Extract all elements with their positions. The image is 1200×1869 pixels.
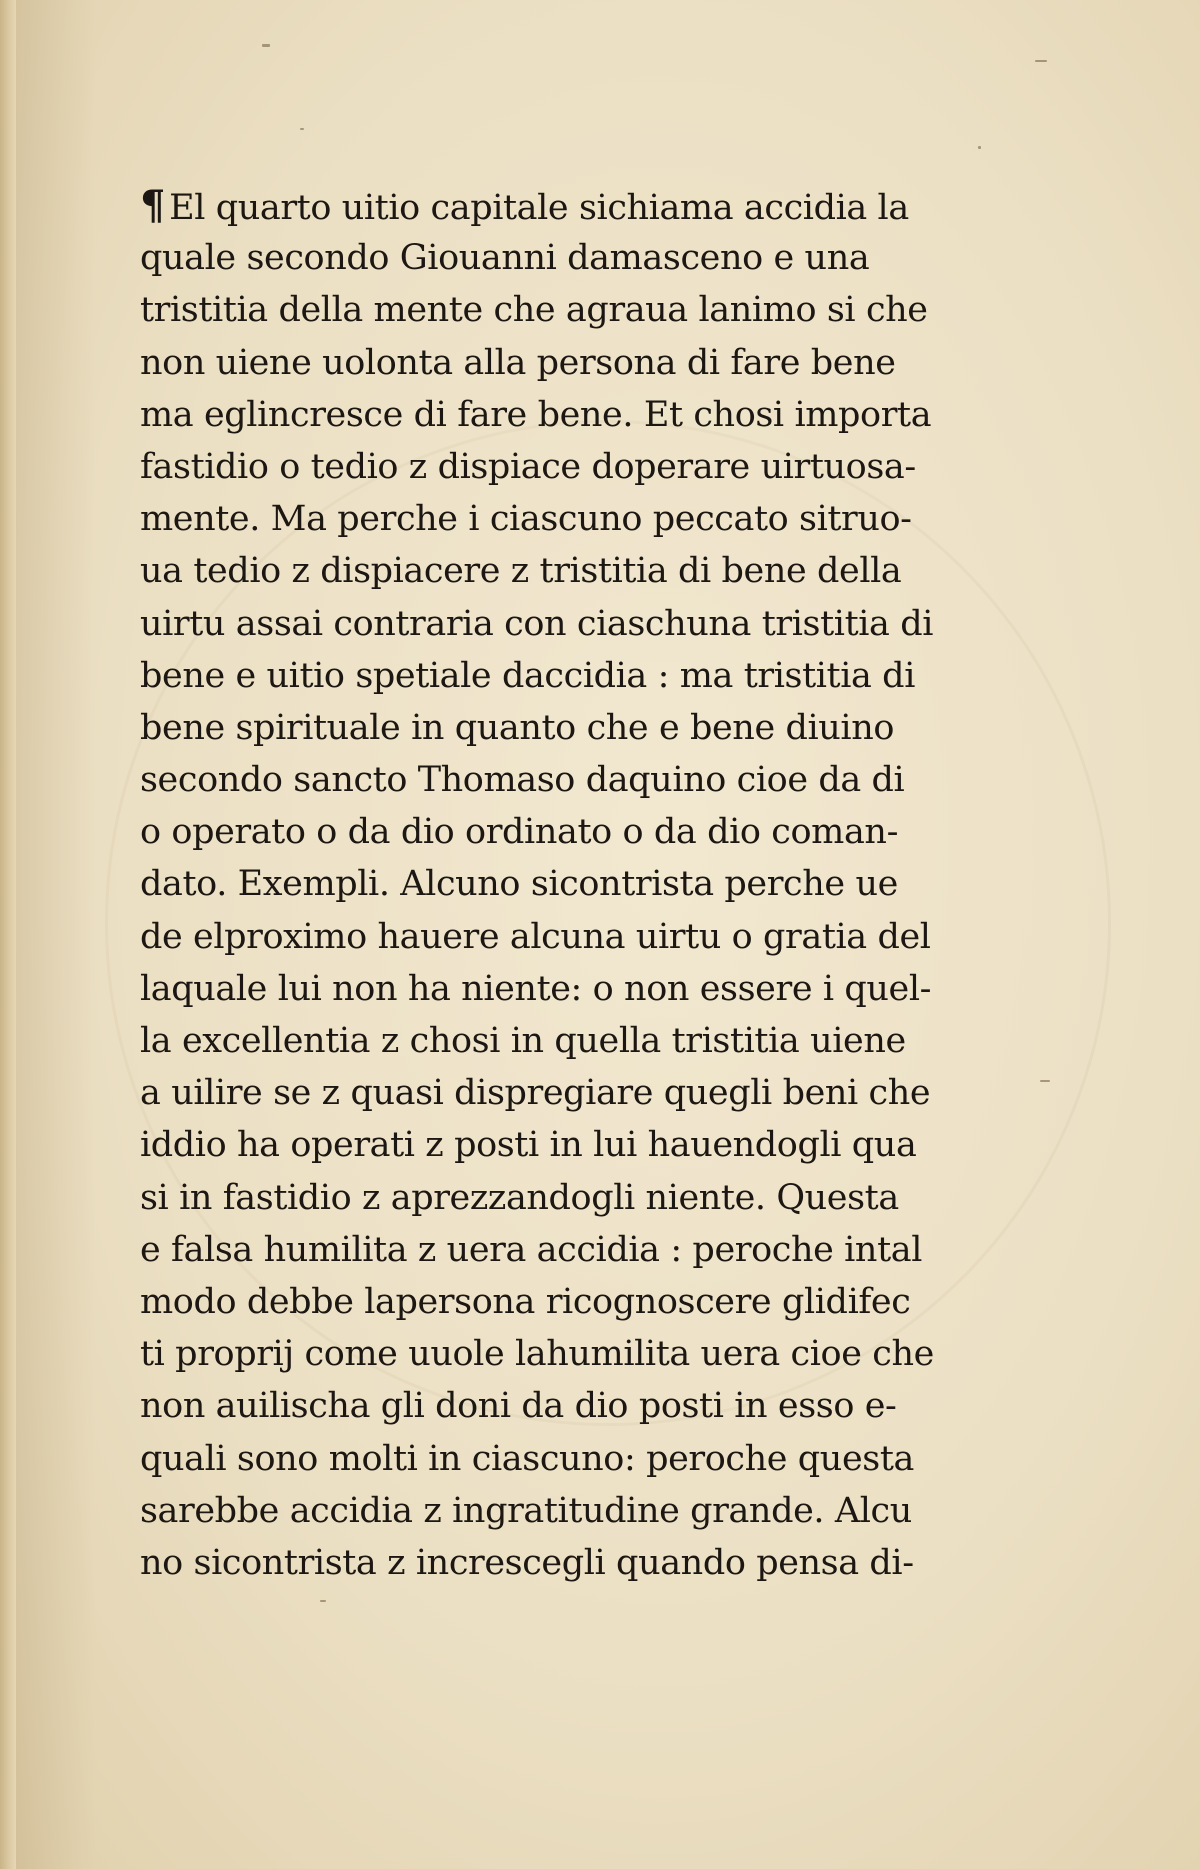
text-line: dato. Exempli. Alcuno sicontrista perche ue — [140, 864, 898, 905]
text-line: no sicontrista z increscegli quando pensa di- — [140, 1542, 914, 1583]
text-line: bene e uitio spetiale daccidia : ma tristitia di — [140, 655, 915, 696]
text-line: non uiene uolonta alla persona di fare bene — [140, 342, 896, 383]
text-line: si in fastidio z aprezzandogli niente. Questa — [140, 1177, 899, 1218]
text-line: bene spirituale in quanto che e bene diuino — [140, 707, 895, 748]
text-line: o operato o da dio ordinato o da dio coman- — [140, 812, 898, 853]
text-line: uirtu assai contraria con ciaschuna tristitia di — [140, 603, 934, 644]
text-line: sarebbe accidia z ingratitudine grande. Alcu — [140, 1490, 912, 1531]
text-line: mente. Ma perche i ciascuno peccato sitruo- — [140, 499, 912, 540]
binding-edge — [0, 0, 16, 1869]
text-line: la excellentia z chosi in quella tristitia uiene — [140, 1021, 906, 1061]
text-line: secondo sancto Thomaso daquino cioe da di — [140, 760, 905, 801]
text-line: modo debbe lapersona ricognoscere glidifec — [140, 1281, 911, 1322]
pilcrow-mark: ¶ — [140, 182, 166, 229]
text-line: de elproximo hauere alcuna uirtu o gratia del — [140, 916, 931, 957]
text-line: iddio ha operati z posti in lui hauendogli qua — [140, 1125, 917, 1166]
ink-speck — [1035, 60, 1047, 62]
ink-speck — [978, 146, 981, 149]
text-line: quali sono molti in ciascuno: peroche questa — [140, 1438, 914, 1479]
ink-speck — [1040, 1080, 1050, 1082]
text-line: laquale lui non ha niente: o non essere i quel- — [140, 968, 932, 1009]
text-line: ma eglincresce di fare bene. Et chosi importa — [140, 394, 932, 435]
text-line: quale secondo Giouanni damasceno e una — [140, 238, 870, 279]
ink-speck — [300, 128, 304, 130]
text-line: ua tedio z dispiacere z tristitia di bene della — [140, 551, 902, 592]
text-line: fastidio o tedio z dispiace doperare uirtuosa- — [140, 446, 916, 487]
text-line: e falsa humilita z uera accidia : peroche intal — [140, 1229, 922, 1270]
text-line: tristitia della mente che agraua lanimo si che — [140, 290, 928, 331]
text-line: a uilire se z quasi dispregiare quegli beni che — [140, 1073, 931, 1114]
ink-speck — [262, 44, 270, 47]
binding-shadow — [16, 0, 96, 1869]
ink-speck — [320, 1600, 326, 1602]
text-line: non auilischa gli doni da dio posti in esso e- — [140, 1386, 897, 1427]
text-line-1 — [140, 180, 960, 232]
text-block — [140, 180, 960, 1589]
text-line: ti proprij come uuole lahumilita uera cioe che — [140, 1334, 934, 1375]
text-line-content: El quarto uitio capitale sichiama accidia la — [169, 188, 909, 228]
